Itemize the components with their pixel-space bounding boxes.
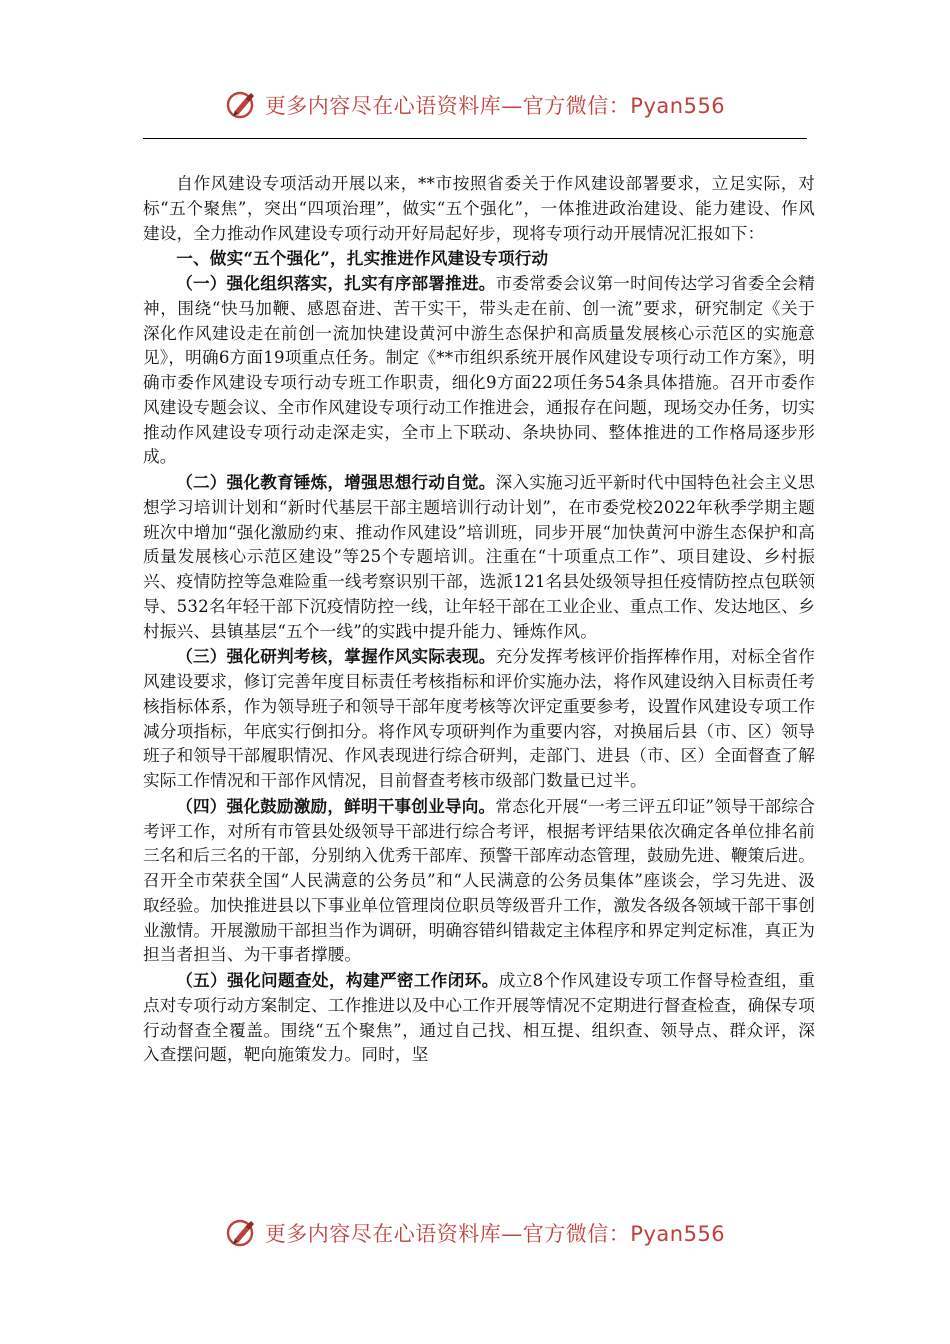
paragraph-lead: （四）强化鼓励激励，鲜明干事创业导向。 <box>176 795 496 816</box>
paragraph-body: 充分发挥考核评价指挥棒作用，对标全省作风建设要求，修订完善年度目标责任考核指标和评价实施办法，将作风建设纳入目标责任考核指标体系，作为领导班子和领导干部年度考核等次评定重要参考，设置作风建设专项工作减分项指标，年底实行倒扣分。将作风专项研判作为重要内容，对换届后县（市、区）领导班子和领导干部履职情况、作风表现进行综合研判，走部门、进县（市、区）全面督查了解实际工作情况和干部作风情况，目前督查考核市级部门数量已过半。 <box>143 647 815 790</box>
paragraph-lead: （二）强化教育锤炼，增强思想行动自觉。 <box>176 472 496 492</box>
intro-paragraph: 自作风建设专项活动开展以来，**市按照省委关于作风建设部署要求，立足实际，对标“五个聚焦”，突出“四项治理”，做实“五个强化”，一体推进政治建设、能力建设、作风建设，全力推动作风建设专项行动开好局起好步，现将专项行动开展情况汇报如下： <box>143 174 815 243</box>
section-paragraph-5 <box>143 968 815 1068</box>
paragraph-lead: （五）强化问题查处，构建严密工作闭环。 <box>176 970 499 990</box>
paragraph-body: 市委常委会议第一时间传达学习省委全会精神，围绕“快马加鞭、感恩奋进、苦干实干，带头走在前、创一流”要求，研究制定《关于深化作风建设走在前创一流加快建设黄河中游生态保护和高质量发展核心示范区的实施意见》，明确6方面19项重点任务。制定《**市组织系统开展作风建设专项行动工作方案》，明确市委作风建设专项行动专班工作职责，细化9方面22项任务54条具体措施。召开市委作风建设专题会议、全市作风建设专项行动工作推进会，通报存在问题，现场交办任务，切实推动作风建设专项行动走深走实，全市上下联动、条块协同、整体推进的工作格局逐步形成。 <box>143 274 815 467</box>
banner-text: 更多内容尽在心语资料库—官方微信：Pyan556 <box>264 1222 726 1246</box>
section-paragraph-3 <box>143 644 815 794</box>
section-paragraph-2 <box>143 470 815 644</box>
paragraph-body: 深入实施习近平新时代中国特色社会主义思想学习培训计划和“新时代基层干部主题培训行动计划”，在市委党校2022年秋季学期主题班次中增加“强化激励约束、推动作风建设”培训班，同步开展“加快黄河中游生态保护和高质量发展核心示范区建设”等25个专题培训。注重在“十项重点工作”、项目建设、乡村振兴、疫情防控等急难险重一线考察识别干部，选派121名县处级领导担任疫情防控点包联领导、532名年轻干部下沉疫情防控一线，让年轻干部在工业企业、重点工作、发达地区、乡村振兴、县镇基层“五个一线”的实践中提升能力、锤炼作风。 <box>143 473 815 641</box>
section-paragraph-4 <box>143 794 815 968</box>
pen-logo-icon <box>225 1216 259 1250</box>
footer-banner <box>0 1213 950 1253</box>
paragraph-lead: （一）强化组织落实，扎实有序部署推进。 <box>176 273 496 293</box>
paragraph-body: 成立8个作风建设专项工作督导检查组，重点对专项行动方案制定、工作推进以及中心工作开展等情况不定期进行督查检查，确保专项行动督查全覆盖。围绕“五个聚焦”，通过自己找、相互提、组织查、领导点、群众评，深入查摆问题，靶向施策发力。同时，坚 <box>143 971 815 1065</box>
document-body <box>143 172 815 1068</box>
header-rule <box>143 138 807 139</box>
section-paragraph-1 <box>143 271 815 470</box>
pen-logo-icon <box>225 88 259 122</box>
paragraph-body: 常态化开展“一考三评五印证”领导干部综合考评工作，对所有市管县处级领导干部进行综合考评，根据考评结果依次确定各单位排名前三名和后三名的干部，分别纳入优秀干部库、预警干部库动态管理，鼓励先进、鞭策后进。召开全市荣获全国“人民满意的公务员”和“人民满意的公务员集体”座谈会，学习先进、汲取经验。加快推进县以下事业单位管理岗位职员等级晋升工作，激发各级各领域干部干事创业激情。开展激励干部担当作为调研，明确容错纠错裁定主体程序和界定判定标准，真正为担当者担当、为干事者撑腰。 <box>143 796 815 965</box>
section-heading: 一、做实“五个强化”，扎实推进作风建设专项行动 <box>176 248 549 269</box>
header-banner <box>0 85 950 125</box>
paragraph-lead: （三）强化研判考核，掌握作风实际表现。 <box>176 646 496 667</box>
banner-text: 更多内容尽在心语资料库—官方微信：Pyan556 <box>264 94 726 118</box>
